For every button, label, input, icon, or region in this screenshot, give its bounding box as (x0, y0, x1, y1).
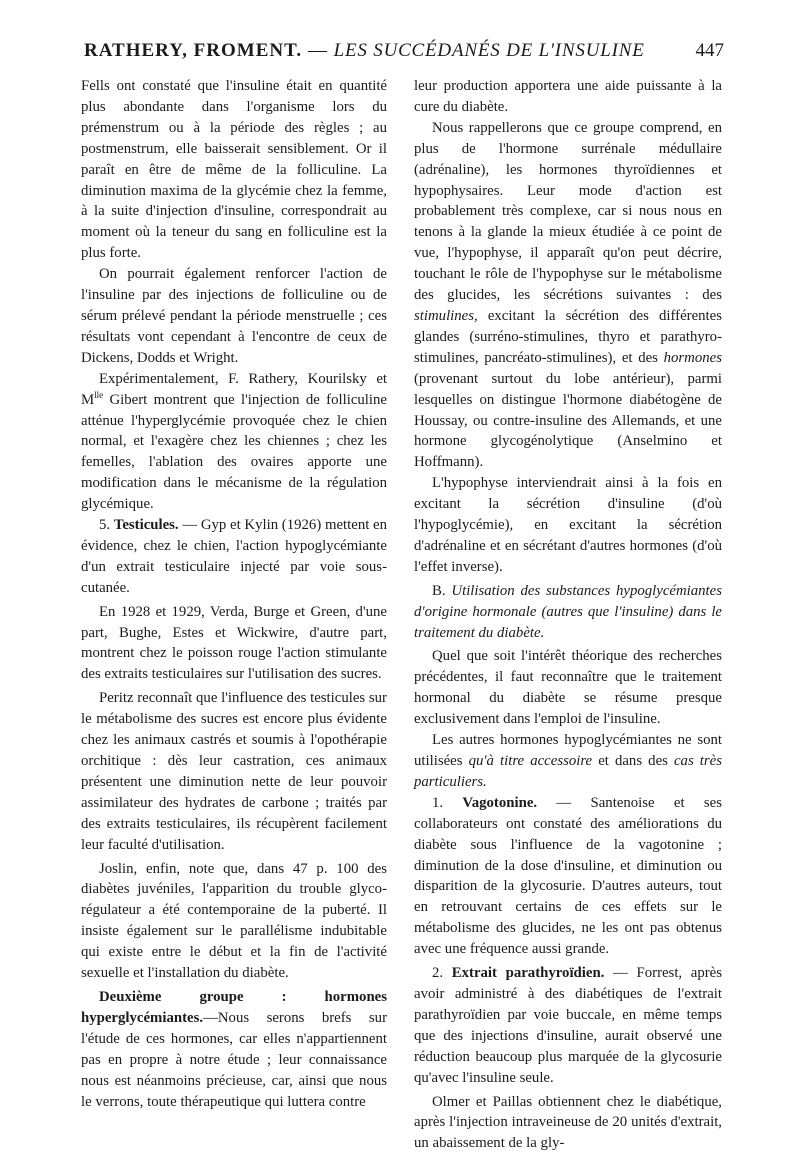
paragraph: Fells ont constaté que l'insuline était en quantité plus abondante dans l'organisme lors du prémenstrum ou à la période des règles ; au postmenstrum, elle baisserait sensiblement. Or il paraît en être de même de la folliculine. La diminution maxima de la glycémie chez la femme, à la suite d'injection d'insuline, correspondrait au moment où la teneur du sang en folliculine est la plus forte. (81, 76, 387, 264)
subsection-title: Utilisation des substances hypoglycémiantes d'origine hormonale (autres que l'insuline) dans le traitement du diabète. (414, 583, 722, 641)
paragraph: Joslin, enfin, note que, dans 47 p. 100 des diabètes juvéniles, l'apparition du trouble glyco-régulateur a été contemporaine de la puberté. Il insiste également sur le parallélisme indubitable qui existe entre le début et la fin de l'activité sexuelle et l'installation du diabète. (81, 859, 387, 984)
section-paragraph (414, 963, 722, 1088)
running-header (84, 40, 724, 74)
paragraph: En 1928 et 1929, Verda, Burge et Green, d'une part, Bughe, Estes et Wickwire, d'autre part, montrent chez le poisson rouge l'action stimulante des extraits testiculaires sur l'utilisation des sucres. (81, 602, 387, 686)
italic-term: stimulines, (414, 308, 478, 324)
text-run: Expérimentalement, F. Rathery, Kourilsky et M (81, 371, 387, 408)
italic-term: cas très particuliers. (414, 753, 722, 790)
header-authors: RATHERY, FROMENT. (84, 40, 302, 61)
paragraph: Peritz reconnaît que l'influence des testicules sur le métabolisme des sucres est encore plus évidente chez les animaux castrés et soumis à l'opothérapie orchitique : dès leur castration, ces animaux présentent une diminution nette de leur pouvoir assimilateur des hydrates de carbone ; traités par des extraits testiculaires, ils récupèrent facilement leur faculté d'utilisation. (81, 688, 387, 855)
section-paragraph (81, 515, 387, 599)
text-run: Les autres hormones hypoglycémiantes ne sont utilisées (414, 732, 722, 769)
text-run: Nous rappellerons que ce groupe comprend, en plus de l'hormone surrénale médullaire (adrénaline), les hormones thyroïdiennes et hypophysaires. Leur mode d'action est probablement très complexe, car si nous nous en tenons à la glande la mieux étudiée à ce point de vue, l'hypophyse, il apparaît qu'on peut décrire, touchant le rôle de l'hypophyse sur le métabolisme des glucides, les sécrétions suivantes : des (414, 120, 722, 303)
section-paragraph (81, 987, 387, 1112)
text-run: (provenant surtout du lobe antérieur), parmi lesquelles on distingue l'hormone diabétogène de Houssay, ou contre-insuline des Allemands, et une hormone glycogénolytique (Anselmino et Hoffmann). (414, 371, 722, 471)
text-run: Gibert montrent que l'injection de folliculine atténue l'hyperglycémie provoquée chez le chien normal, et l'exagère chez les chiennes ; chez les femelles, l'ablation des ovaires apporte une modification dans le mécanisme de la régulation glycémique. (81, 392, 387, 513)
italic-term: hormones (664, 350, 722, 366)
section-paragraph (414, 793, 722, 960)
superscript: lle (94, 390, 103, 400)
italic-term: qu'à titre accessoire (469, 753, 593, 769)
page-number: 447 (696, 40, 725, 62)
subsection-heading (414, 581, 722, 644)
section-heading: Vagotonine. (462, 795, 537, 811)
section-heading: Extrait parathyroïdien. (452, 965, 605, 981)
paragraph: Olmer et Paillas obtiennent chez le diabétique, après l'injection intraveineuse de 20 unités d'extrait, un abaissement de la gly- (414, 1092, 722, 1154)
text-run: excitant la sécrétion des différentes glandes (surréno-stimulines, thyro et parathyro-stimulines, pancréato-stimulines), et des (414, 308, 722, 366)
left-column (81, 76, 387, 1112)
text-run: — Santenoise et ses collaborateurs ont constaté des améliorations du diabète sous l'influence de la vagotonine ; diminution de la dose d'insuline, et diminution ou disparition de la glycosurie. D'autres auteurs, tout en retrouvant certains de ces effets sur le métabolisme des glucides, ne les ont pas obtenus avec une fréquence aussi grande. (414, 795, 722, 957)
section-heading: Deuxième groupe : hormones hyperglycémiantes. (81, 989, 387, 1026)
right-column (414, 76, 722, 1154)
paragraph (81, 369, 387, 515)
text-run: — Forrest, après avoir administré à des diabétiques de l'extrait parathyroïdien par voie buccale, en même temps que des injections d'insuline, aurait observé une réduction beaucoup plus marquée de la glycosurie qu'avec l'insuline seule. (414, 965, 722, 1086)
header-text (84, 40, 645, 62)
header-separator: — (308, 40, 328, 61)
section-number: 1. (432, 795, 462, 811)
text-run: et dans des (592, 753, 674, 769)
paragraph: Quel que soit l'intérêt théorique des recherches précédentes, il faut reconnaître que le traitement hormonal du diabète se résume presque exclusivement dans l'emploi de l'insuline. (414, 646, 722, 730)
paragraph: L'hypophyse interviendrait ainsi à la fois en excitant la sécrétion d'insuline (d'où l'hypoglycémie), en excitant la sécrétion d'adrénaline et en sécrétant d'autres hormones (d'où l'effet inverse). (414, 473, 722, 578)
paragraph (414, 730, 722, 793)
paragraph (414, 118, 722, 473)
text-run: —Nous serons brefs sur l'étude de ces hormones, car elles n'appartiennent pas en propre à notre étude ; leur connaissance nous est néanmoins précieuse, car, ainsi que nous le verrons, toute thérapeutique qui luttera contre (81, 1010, 387, 1110)
section-heading: Testicules. (114, 517, 179, 533)
section-number: 5. (99, 517, 114, 533)
header-title: LES SUCCÉDANÉS DE L'INSULINE (334, 40, 645, 61)
text-run: — Gyp et Kylin (1926) mettent en évidence, chez le chien, l'action hypoglycémiante d'un extrait testiculaire injecté par voie sous-cutanée. (81, 517, 387, 596)
paragraph: leur production apportera une aide puissante à la cure du diabète. (414, 76, 722, 118)
paragraph: On pourrait également renforcer l'action de l'insuline par des injections de folliculine ou de sérum prélevé pendant la période menstruelle ; ces résultats vont cependant à l'encontre de ceux de Dickens, Dodds et Wright. (81, 264, 387, 369)
section-number: 2. (432, 965, 452, 981)
subsection-label: B. (432, 583, 451, 599)
